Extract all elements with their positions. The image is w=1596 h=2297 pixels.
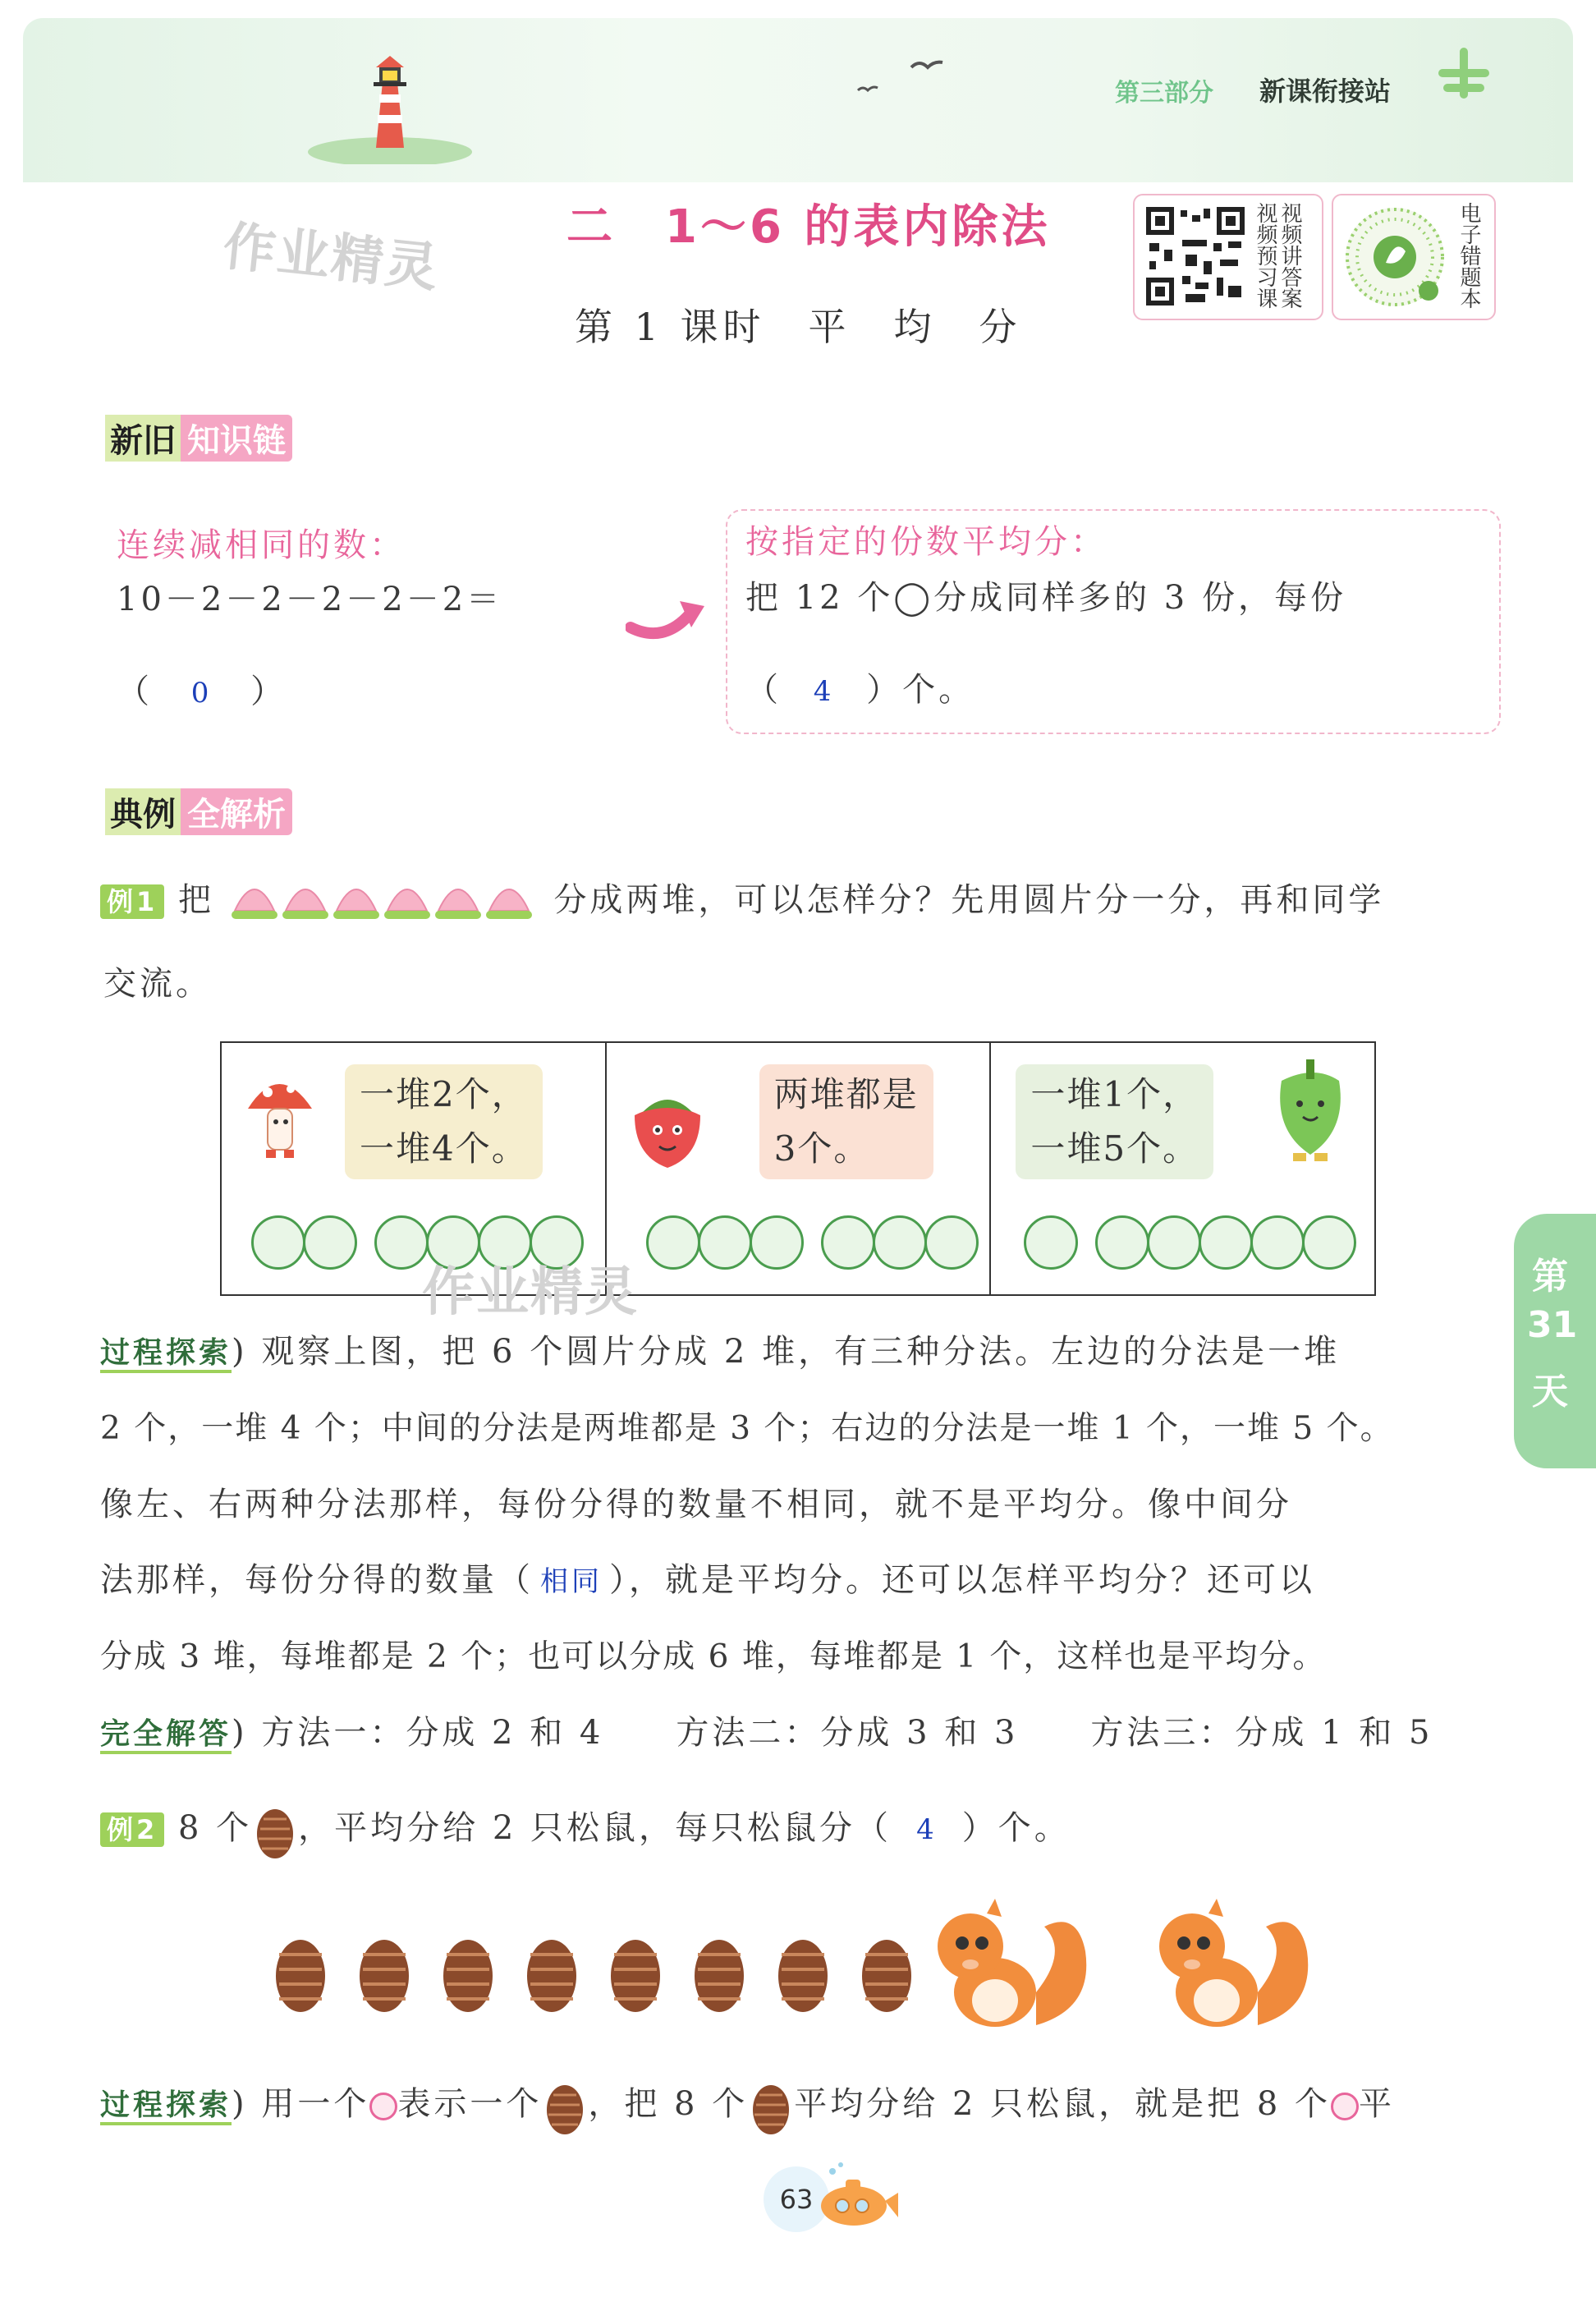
speech-bubble-left	[345, 1064, 543, 1179]
example2-post: ）个。	[961, 1809, 1071, 1847]
left-expression: 10－2－2－2－2－2＝	[117, 581, 503, 618]
division-table	[220, 1041, 1376, 1296]
tag-part-a: 新旧	[105, 415, 181, 462]
group-gap	[1075, 1215, 1095, 1270]
birds-icon	[854, 49, 952, 99]
counter-circle	[1302, 1215, 1356, 1270]
knowledge-chain-tag	[105, 415, 292, 461]
counter-circle	[1250, 1215, 1305, 1270]
side-tab-c: 天	[1532, 1371, 1568, 1413]
bubble-line1: 一堆2个，	[360, 1074, 528, 1114]
qr-caption-1: 视频讲答案	[1277, 202, 1302, 309]
qr-code-icon	[1143, 204, 1248, 309]
example1-line2: 交流。	[103, 965, 212, 1003]
process2-b: 表示一个	[397, 2085, 543, 2123]
pinecone-icon	[542, 2075, 588, 2138]
full-answer-line: 完全解答) 方法一：分成 2 和 4 方法二：分成 3 和 3 方法三：分成 1 和 5	[100, 1695, 1512, 1772]
group-gap	[801, 1215, 821, 1270]
process-text-1: 观察上图，把 6 个圆片分成 2 堆，有三种分法。左边的分法是一堆	[261, 1333, 1341, 1371]
right-tail: ）个。	[866, 671, 975, 709]
watermark: 作业精灵	[422, 1262, 639, 1323]
process2-tag: 过程探索	[100, 2088, 232, 2125]
process-paragraph	[100, 1314, 1512, 1772]
pinecone-icon	[252, 1799, 298, 1862]
mushroom-character-icon	[243, 1068, 317, 1166]
process2-c: ，把 8 个	[588, 2085, 749, 2123]
watermark: 作业精灵	[220, 216, 443, 300]
process-line-3: 像左、右两种分法那样，每份分得的数量不相同，就不是平均分。像中间分	[100, 1486, 1292, 1523]
process2-e: 平	[1359, 2085, 1395, 2123]
qr-video-box[interactable]	[1133, 194, 1323, 320]
counter-circle	[646, 1215, 700, 1270]
full-answer-text: 方法一：分成 2 和 4 方法二：分成 3 和 3 方法三：分成 1 和 5	[261, 1714, 1433, 1752]
left-heading: 连续减相同的数：	[117, 526, 406, 564]
counter-circle	[1095, 1215, 1149, 1270]
bubble-line1: 两堆都是	[773, 1074, 919, 1114]
bubble-line2: 3个。	[773, 1128, 870, 1169]
page-number: 63	[764, 2166, 829, 2232]
counter-circle	[1147, 1215, 1201, 1270]
process-line-2: 2 个，一堆 4 个；中间的分法是两堆都是 3 个；右边的分法是一堆 1 个，一堆 5 个。	[100, 1410, 1394, 1447]
circle-group-middle	[646, 1215, 976, 1270]
pinecone-icon	[527, 1940, 576, 2012]
full-answer-tag: 完全解答	[100, 1717, 232, 1754]
paren-close: ）	[250, 673, 287, 710]
circle-symbol-icon	[1331, 2093, 1359, 2120]
counter-circle	[821, 1215, 875, 1270]
pinecone-icon	[443, 1940, 493, 2012]
process2-line: 过程探索) 用一个 表示一个 ，把 8 个 平均分给 2 只松鼠，就是把 8 个 平	[100, 2066, 1395, 2143]
example1-line	[100, 862, 1384, 939]
qr-caption-3: 电子错题本	[1456, 202, 1481, 309]
counter-circle	[1024, 1215, 1078, 1270]
counter-circle	[698, 1215, 752, 1270]
submarine-icon	[813, 2160, 903, 2234]
process-answer: 相同	[540, 1565, 603, 1598]
mini-program-code-icon	[1343, 205, 1447, 309]
pinecone-icon	[778, 1940, 828, 2012]
right-answer-line	[745, 667, 975, 714]
example2-mid: ，平均分给 2 只松鼠，每只松鼠分（	[298, 1809, 892, 1847]
process-tag: 过程探索	[100, 1336, 232, 1373]
example1-tag: 例1	[100, 884, 164, 919]
process-line-1: 过程探索) 观察上图，把 6 个圆片分成 2 堆，有三种分法。左边的分法是一堆	[100, 1314, 1512, 1391]
example2-pre: 8 个	[178, 1809, 253, 1847]
peaches-illustration	[228, 876, 540, 929]
pinecone-icon	[360, 1940, 409, 2012]
counter-circle	[924, 1215, 979, 1270]
tag-part-b: 知识链	[181, 415, 292, 462]
table-cell-right	[991, 1043, 1374, 1294]
process2-a: 用一个	[261, 2085, 370, 2123]
group-gap	[355, 1215, 374, 1270]
examples-tag	[105, 788, 292, 834]
left-answer-line	[117, 668, 287, 716]
side-tab-a: 第	[1532, 1256, 1568, 1298]
example2-tag: 例2	[100, 1812, 164, 1847]
pinecone-icon	[276, 1940, 325, 2012]
process-line4-pre: 法那样，每份分得的数量（	[100, 1561, 534, 1599]
process-line-5: 分成 3 堆，每堆都是 2 个；也可以分成 6 堆，每堆都是 1 个，这样也是平均分。	[100, 1638, 1327, 1675]
squirrel-icon	[1135, 1894, 1323, 2042]
counter-circle	[303, 1215, 357, 1270]
counter-circle	[1199, 1215, 1253, 1270]
speech-bubble-right	[1016, 1064, 1213, 1179]
squirrel-icon	[913, 1894, 1102, 2042]
pinecone-icon	[695, 1940, 744, 2012]
process2-d: 平均分给 2 只松鼠，就是把 8 个	[794, 2085, 1331, 2123]
counter-circle	[374, 1215, 429, 1270]
process-line4-post: ），就是平均分。还可以怎样平均分？还可以	[609, 1561, 1315, 1599]
process-line-4	[100, 1542, 1512, 1619]
arrow-icon	[626, 591, 708, 644]
strawberry-character-icon	[626, 1082, 709, 1173]
tag-part-b: 全解析	[181, 788, 292, 835]
circle-group-right	[1024, 1215, 1354, 1270]
pinecone-icon	[748, 2075, 794, 2138]
paren-open: （	[117, 673, 153, 710]
qr-caption-2: 视频预习课	[1253, 202, 1277, 309]
qr-mistake-box[interactable]	[1332, 194, 1496, 320]
lighthouse-illustration	[304, 49, 476, 164]
corner-logo-icon	[1438, 48, 1489, 99]
bubble-line2: 一堆4个。	[360, 1128, 528, 1169]
table-cell-middle	[607, 1043, 992, 1294]
counter-circle	[873, 1215, 927, 1270]
bubble-line2: 一堆5个。	[1030, 1128, 1199, 1169]
side-tab-b: 31	[1527, 1304, 1578, 1346]
pinecone-row-illustration	[271, 1922, 928, 2020]
example2-answer: 4	[916, 1813, 938, 1846]
pepper-character-icon	[1265, 1048, 1355, 1171]
circle-symbol-icon	[369, 2093, 397, 2120]
example2-line	[100, 1790, 1071, 1867]
tag-part-a: 典例	[105, 788, 181, 835]
chapter-title: 二 1～6 的表内除法	[566, 200, 1051, 254]
example1-post: 分成两堆，可以怎样分？先用圆片分一分，再和同学	[553, 881, 1385, 919]
section-label: 第三部分	[1115, 79, 1213, 108]
speech-bubble-middle	[759, 1064, 933, 1179]
counter-circle	[251, 1215, 305, 1270]
right-line1: 把 12 个◯分成同样多的 3 份，每份	[745, 579, 1346, 617]
right-heading: 按指定的份数平均分：	[745, 523, 1107, 561]
lesson-title: 第 1 课时 平 均 分	[575, 305, 1022, 349]
pinecone-icon	[611, 1940, 660, 2012]
right-answer: 4	[813, 675, 835, 708]
pinecone-icon	[862, 1940, 911, 2012]
bubble-line1: 一堆1个，	[1030, 1074, 1199, 1114]
example1-pre: 把	[178, 881, 214, 919]
paren-open: （	[745, 671, 782, 709]
counter-circle	[750, 1215, 804, 1270]
day-side-tab	[1514, 1214, 1596, 1468]
left-answer: 0	[190, 677, 213, 710]
station-label: 新课衔接站	[1259, 76, 1392, 107]
